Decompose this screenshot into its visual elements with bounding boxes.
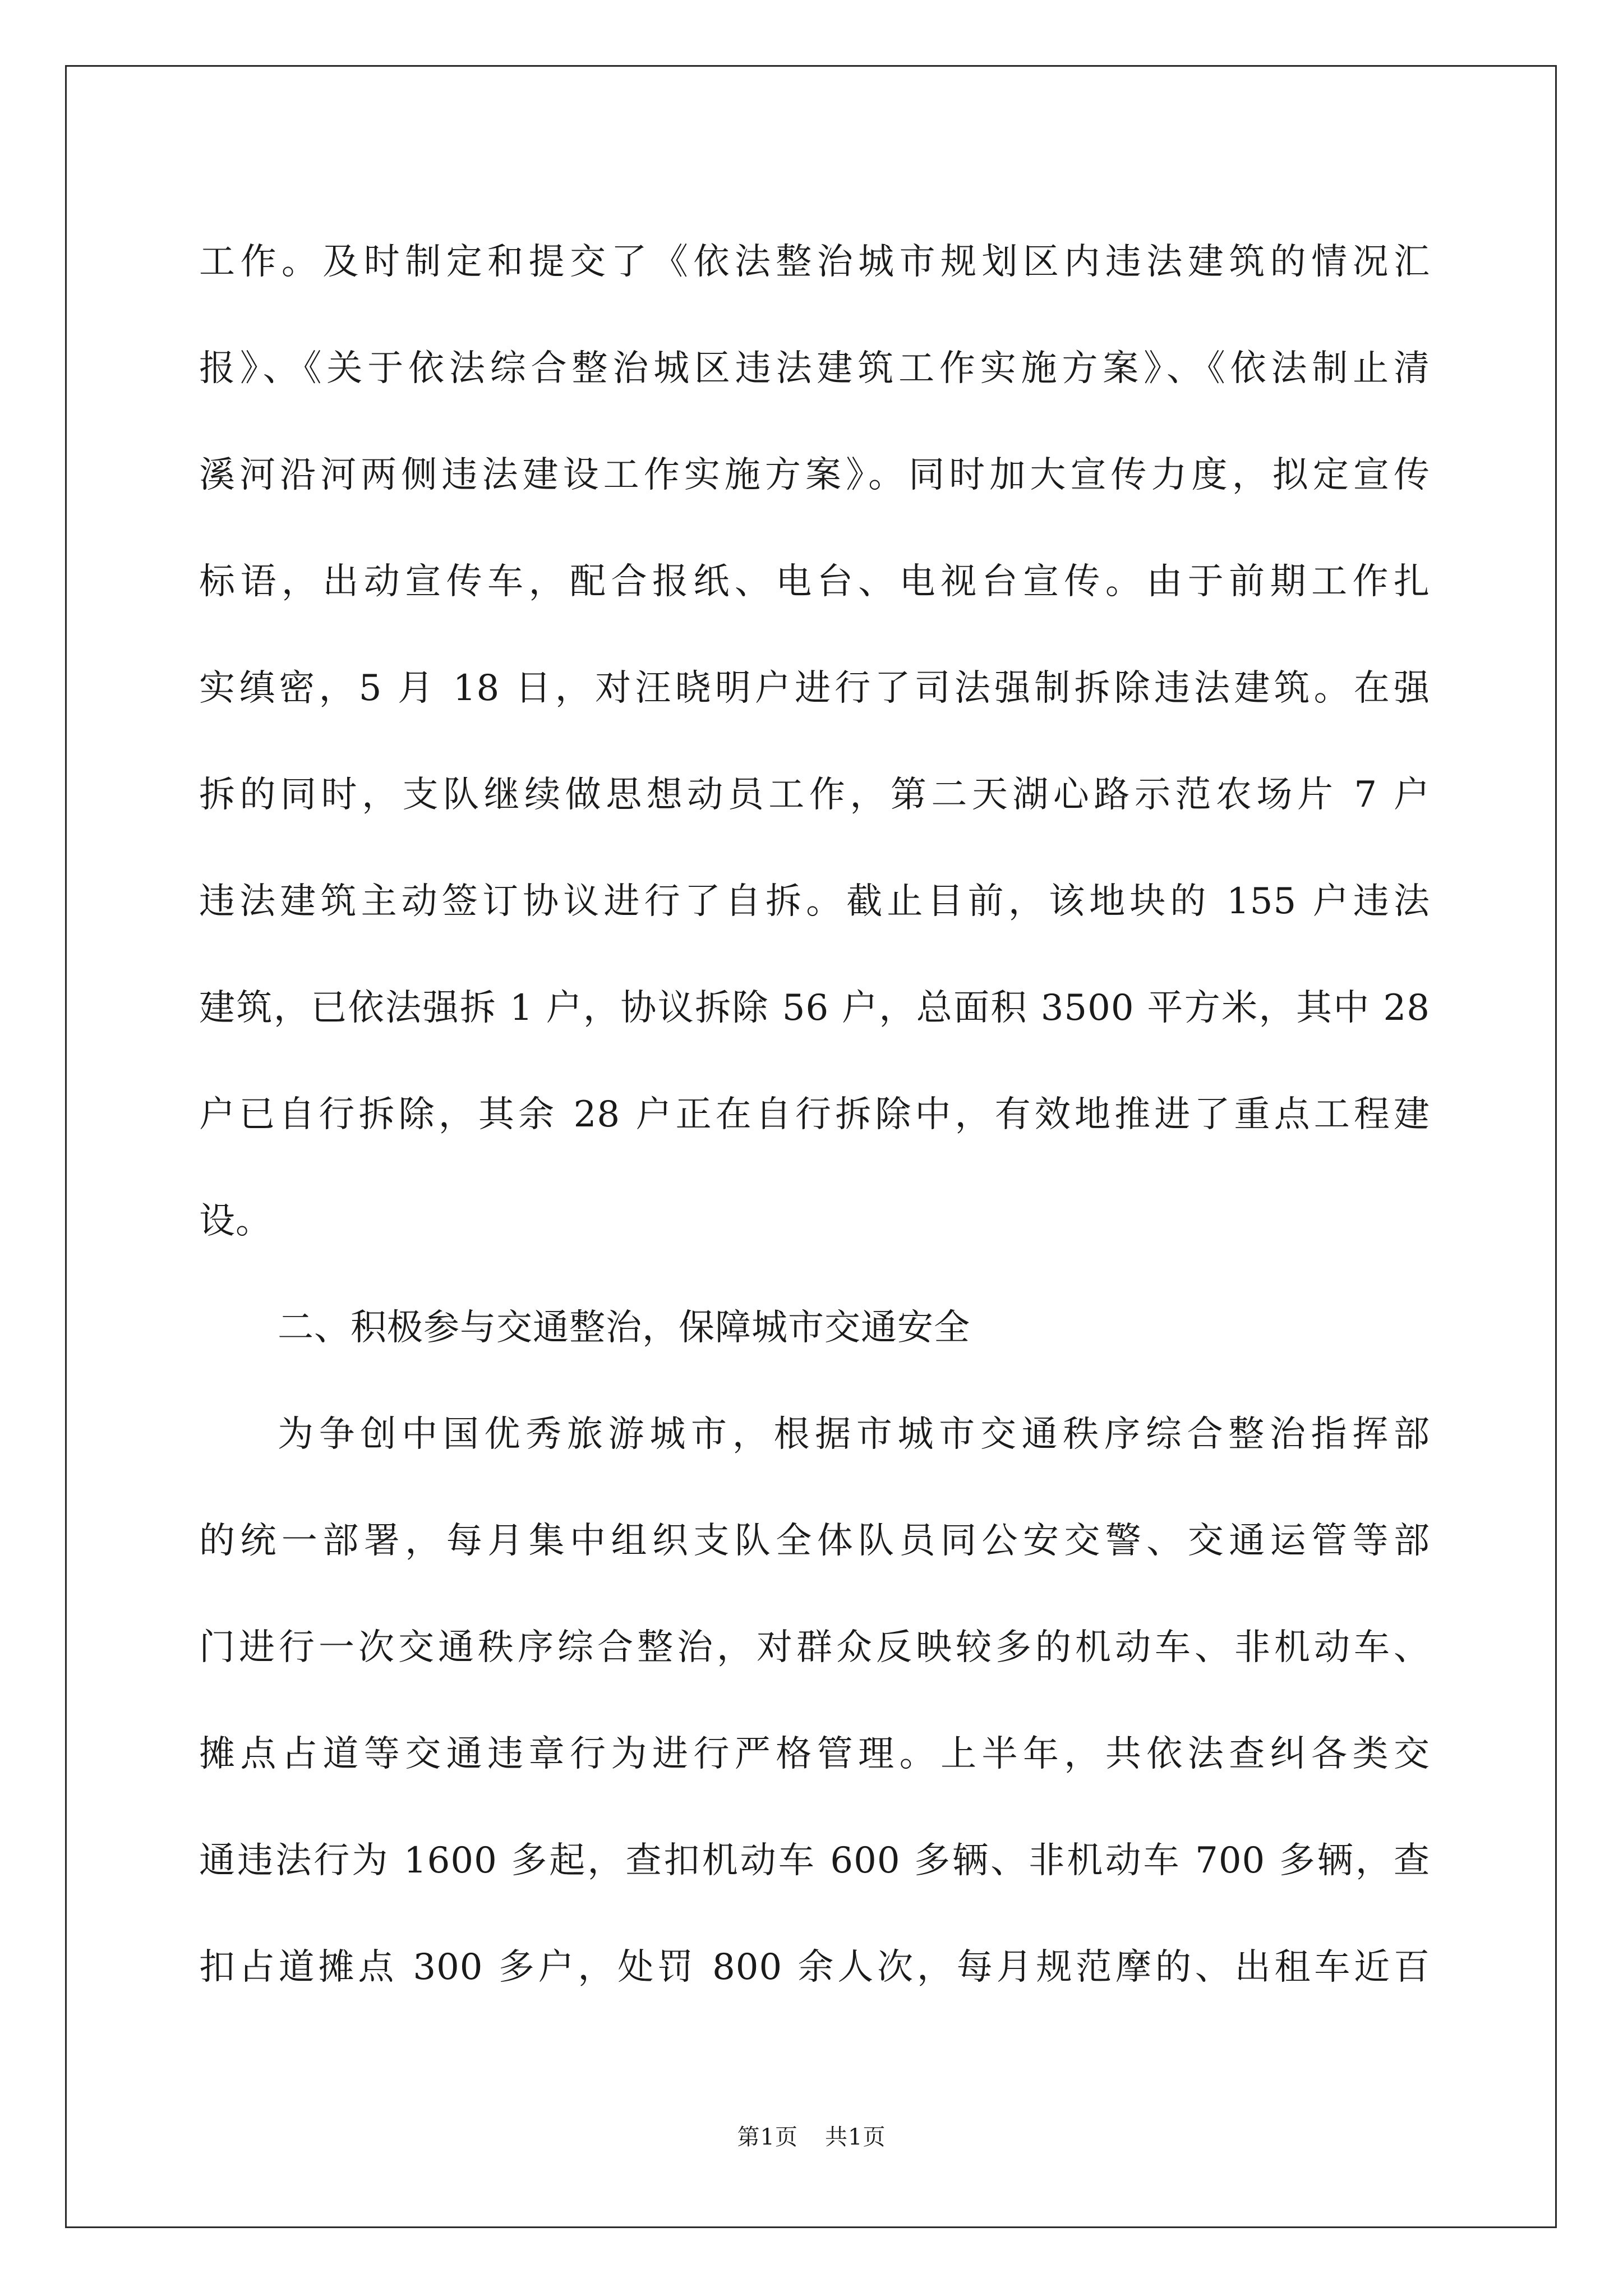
text-line-13: 的统一部署，每月集中组织支队全体队员同公安交警、交通运管等部 <box>199 1520 1430 1562</box>
page-number-current: 第1页 <box>737 2124 798 2150</box>
page-footer <box>0 2119 1623 2151</box>
document-body <box>199 209 1430 2021</box>
text-line-3: 溪河沿河两侧违法建设工作实施方案》。同时加大宣传力度，拟定宣传 <box>199 454 1430 496</box>
text-line-17: 扣占道摊点 300 多户，处罚 800 余人次，每月规范摩的、出租车近百 <box>199 1947 1430 1988</box>
text-line-6: 拆的同时，支队继续做思想动员工作，第二天湖心路示范农场片 7 户 <box>199 774 1430 816</box>
text-line-7: 违法建筑主动签订协议进行了自拆。截止目前，该地块的 155 户违法 <box>199 881 1430 922</box>
section-heading: 二、积极参与交通整治，保障城市交通安全 <box>278 1307 970 1349</box>
text-line-10: 设。 <box>199 1200 272 1242</box>
text-line-12: 为争创中国优秀旅游城市，根据市城市交通秩序综合整治指挥部 <box>278 1414 1430 1455</box>
page-number-total: 共1页 <box>825 2124 886 2150</box>
text-line-14: 门进行一次交通秩序综合整治，对群众反映较多的机动车、非机动车、 <box>199 1627 1430 1668</box>
text-line-2: 报》、《关于依法综合整治城区违法建筑工作实施方案》、《依法制止清 <box>199 348 1430 389</box>
text-line-9: 户已自行拆除，其余 28 户正在自行拆除中，有效地推进了重点工程建 <box>199 1094 1430 1135</box>
text-line-4: 标语，出动宣传车，配合报纸、电台、电视台宣传。由于前期工作扎 <box>199 561 1430 602</box>
text-line-16: 通违法行为 1600 多起，查扣机动车 600 多辆、非机动车 700 多辆，查 <box>199 1840 1430 1881</box>
text-line-1: 工作。及时制定和提交了《依法整治城市规划区内违法建筑的情况汇 <box>199 241 1430 283</box>
text-line-15: 摊点占道等交通违章行为进行严格管理。上半年，共依法查纠各类交 <box>199 1733 1430 1775</box>
text-line-5: 实缜密，5 月 18 日，对汪晓明户进行了司法强制拆除违法建筑。在强 <box>199 668 1430 709</box>
text-line-8: 建筑，已依法强拆 1 户，协议拆除 56 户，总面积 3500 平方米，其中 28 <box>199 987 1430 1029</box>
